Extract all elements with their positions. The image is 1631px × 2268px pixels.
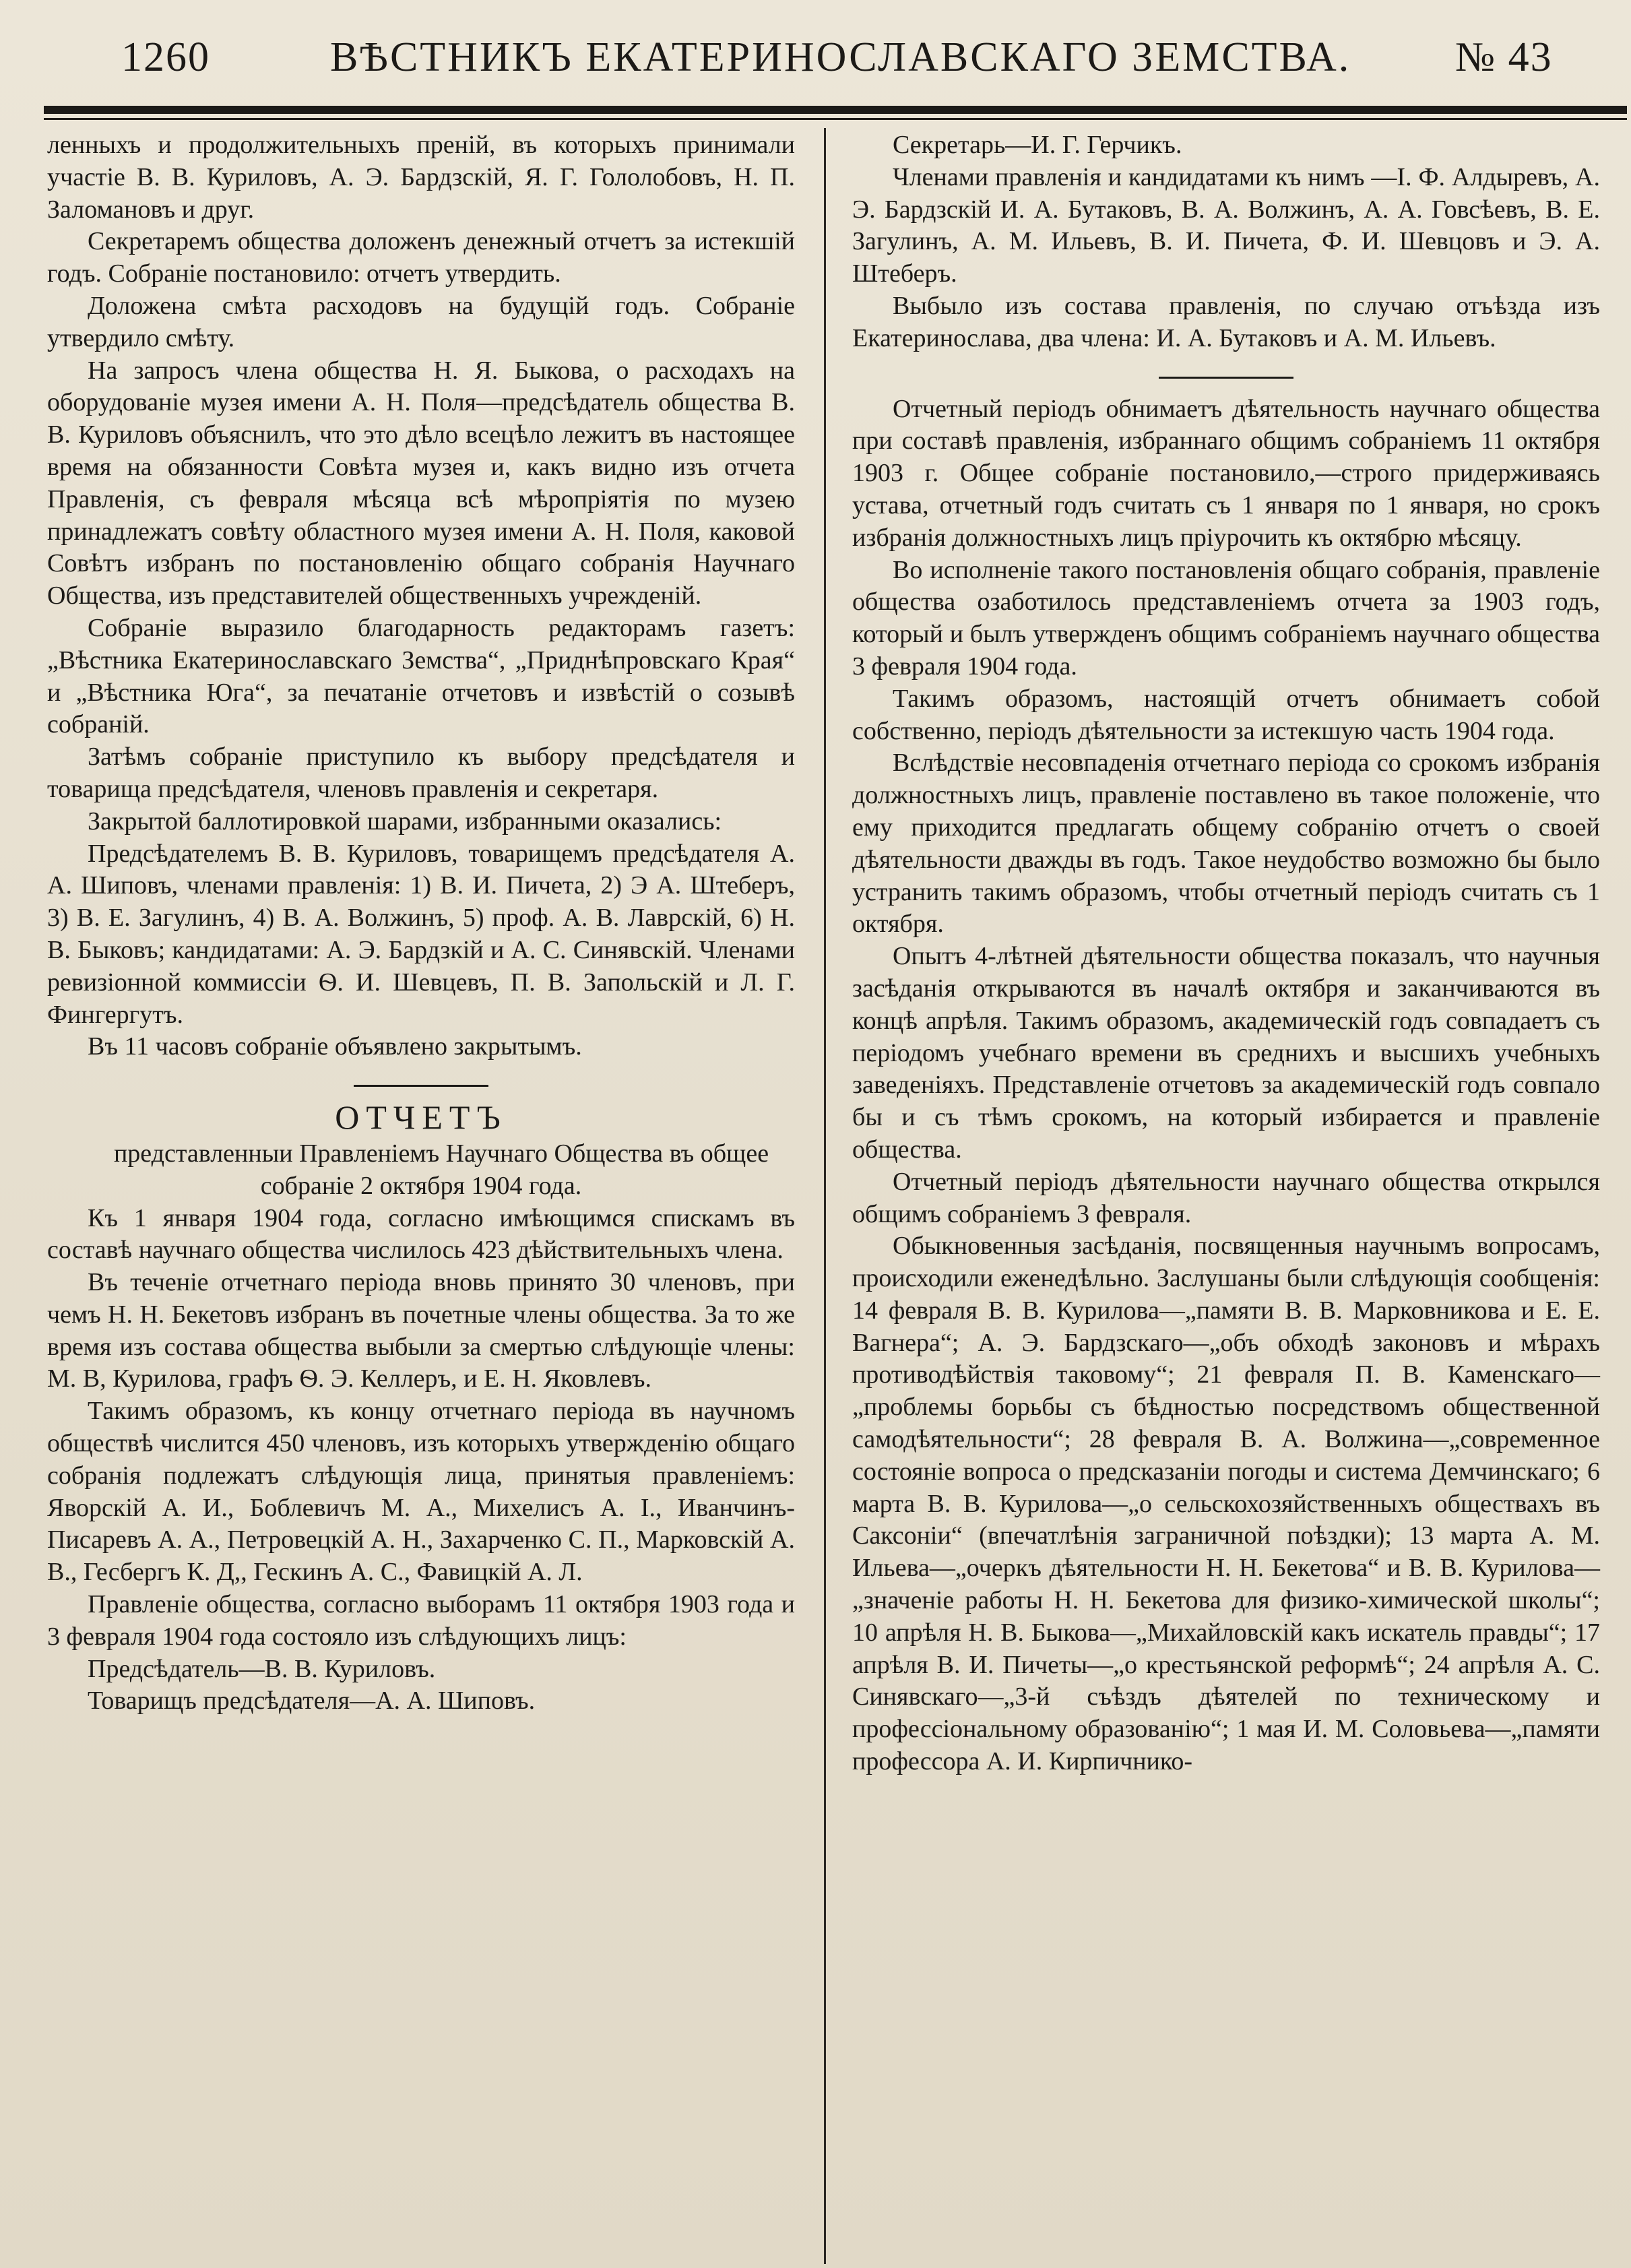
paragraph: Правленіе общества, согласно выборамъ 11 октября 1903 года и 3 февраля 1904 года состояло изъ слѣдующихъ лицъ: <box>47 1590 795 1651</box>
paragraph: Во исполненіе такого постановленія общаго собранія, правленіе общества озаботилось представленіемъ отчета за 1903 годъ, который и былъ утвержденъ общимъ собраніемъ научнаго общества 3 февраля 1904 года. <box>852 555 1600 681</box>
paragraph: Предсѣдателемъ В. В. Куриловъ, товарищемъ предсѣдателя А. А. Шиповъ, членами правленія: 1) В. И. Пичета, 2) Э А. Штеберъ, 3) В. Е. Загулинъ, 4) В. А. Волжинъ, 5) проф. А. В. Лаврскій, 6) Н. В. Быковъ; кандидатами: А. Э. Бардзкій и А. С. Синявскій. Членами ревизіонной коммиссіи Ѳ. И. Шевцевъ, П. В. Запольскій и Л. Г. Фингергутъ. <box>47 839 795 1029</box>
paragraph: Секретаремъ общества доложенъ денежный отчетъ за истекшій годъ. Собраніе постановило: отчетъ утвердить. <box>47 227 795 288</box>
paragraph: Обыкновенныя засѣданія, посвященныя научнымъ вопросамъ, происходили еженедѣльно. Заслушаны были слѣдующія сообщенія: 14 февраля В. В. Курилова—„памяти В. В. Марковникова и Е. Е. Вагнера“; А. Э. Бардзскаго—„объ обходѣ законовъ и мѣрахъ противодѣйствія таковому“; 21 февраля П. В. Каменскаго—„проблемы борьбы съ бѣдностью посредствомъ общественной самодѣятельности“; 28 февраля В. А. Волжина—„современное состояніе вопроса о предсказаніи погоды и система Демчинскаго; 6 марта В. В. Курилова—„о сельскохозяйственныхъ обществахъ въ Саксоніи“ (впечатлѣнія заграничной поѣздки); 13 марта А. М. Ильева—„очеркъ дѣятельности Н. Н. Бекетова“ и В. В. Курилова—„значеніе работы Н. Н. Бекетова для физико-химической школы“; 10 апрѣля Н. В. Быкова—„Михайловскій какъ искатель правды“; 17 апрѣля В. И. Пичеты—„о крестьянской реформѣ“; 24 апрѣля А. С. Синявскаго—„3-й съѣздъ дѣятелей по техническому и профессіональному образованію“; 1 мая И. М. Соловьева—„памяти профессора А. И. Кирпичнико- <box>852 1232 1600 1776</box>
section-separator <box>1159 377 1293 379</box>
paragraph: Собраніе выразило благодарность редакторамъ газетъ: „Вѣстника Екатеринославскаго Земства“, „Приднѣпровскаго Края“ и „Вѣстника Юга“, за печатаніе отчетовъ и извѣстій о созывѣ собраній. <box>47 613 795 739</box>
page-number: 1260 <box>121 34 210 80</box>
paragraph: Членами правленія и кандидатами къ нимъ —І. Ф. Алдыревъ, А. Э. Бардзскій И. А. Бутаковъ, В. А. Волжинъ, А. А. Говсѣевъ, В. Е. Загулинъ, А. М. Ильевъ, В. И. Пичета, Ф. И. Шевцовъ и Э. А. Штеберъ. <box>852 162 1600 288</box>
column-divider <box>824 128 826 2264</box>
header-rule-thin <box>44 118 1627 120</box>
paragraph: Выбыло изъ состава правленія, по случаю отъѣзда изъ Екатеринослава, два члена: И. А. Бутаковъ и А. М. Ильевъ. <box>852 291 1600 352</box>
paragraph: Предсѣдатель—В. В. Куриловъ. <box>88 1654 436 1683</box>
paragraph: Къ 1 января 1904 года, согласно имѣющимся спискамъ въ составѣ научнаго общества числилось 423 дѣйствительныхъ члена. <box>47 1203 795 1265</box>
paragraph: Въ теченіе отчетнаго періода вновь принято 30 членовъ, при чемъ Н. Н. Бекетовъ избранъ въ почетные члены общества. За то же время изъ состава общества выбыли за смертью слѣдующіе члены: М. В, Курилова, графъ Ѳ. Э. Келлеръ, и Е. Н. Яковлевъ. <box>47 1268 795 1393</box>
report-title: ОТЧЕТЪ <box>335 1098 507 1137</box>
right-column <box>852 129 1600 1778</box>
page-header <box>40 27 1583 94</box>
header-rule-thick <box>44 106 1627 114</box>
left-column <box>47 129 795 1718</box>
paragraph: Вслѣдствіе несовпаденія отчетнаго періода со срокомъ избранія должностныхъ лицъ, правленіе поставлено въ такое положеніе, что ему приходится предлагать общему собранію отчетъ о своей дѣятельности дважды въ годъ. Такое неудобство возможно бы было устранить такимъ образомъ, чтобы отчетный періодъ считать съ 1 октября. <box>852 749 1600 939</box>
paragraph: Доложена смѣта расходовъ на будущій годъ. Собраніе утвердило смѣту. <box>47 291 795 352</box>
paragraph: Въ 11 часовъ собраніе объявлено закрытымъ. <box>88 1032 582 1061</box>
paragraph: Товарищъ предсѣдателя—А. А. Шиповъ. <box>88 1687 536 1715</box>
paragraph: Секретарь—И. Г. Герчикъ. <box>893 131 1182 159</box>
paragraph: ленныхъ и продолжительныхъ преній, въ которыхъ принимали участіе В. В. Куриловъ, А. Э. Бардзскій, Я. Г. Гололобовъ, Н. П. Заломановъ и друг. <box>47 131 795 224</box>
issue-number: № 43 <box>1455 34 1553 80</box>
paragraph: Отчетный періодъ дѣятельности научнаго общества открылся общимъ собраніемъ 3 февраля. <box>852 1167 1600 1228</box>
paragraph: Опытъ 4-лѣтней дѣятельности общества показалъ, что научныя засѣданія открываются въ началѣ октября и заканчиваются въ концѣ апрѣля. Такимъ образомъ, академическій годъ совпадаетъ съ періодомъ учебнаго времени въ среднихъ и высшихъ учебныхъ заведеніяхъ. Представленіе отчетовъ за академическій годъ совпало бы и съ тѣмъ срокомъ, на который избирается и правленіе общества. <box>852 942 1600 1164</box>
report-subtitle: представленныи Правленіемъ Научнаго Общества въ общее собраніе 2 октября 1904 года. <box>113 1139 769 1200</box>
paragraph: Закрытой баллотировкой шарами, избранными оказались: <box>88 807 722 836</box>
paragraph: Затѣмъ собраніе приступило къ выбору предсѣдателя и товарища предсѣдателя, членовъ правленія и секретаря. <box>47 743 795 803</box>
section-separator <box>354 1085 488 1087</box>
paragraph: Такимъ образомъ, къ концу отчетнаго періода въ научномъ обществѣ числится 450 членовъ, изъ которыхъ утвержденію общаго собранія подлежатъ слѣдующія лица, принятыя правленіемъ: Яворскій А. И., Боблевичъ М. А., Михелисъ А. І., Иванчинъ-Писаревъ А. А., Петровецкій А. Н., Захарченко С. П., Марковскій А. В., Гесбергъ К. Д,, Гескинъ А. С., Фавицкій А. Л. <box>47 1397 795 1587</box>
masthead-title: ВѢСТНИКЪ ЕКАТЕРИНОСЛАВСКАГО ЗЕМСТВА. <box>330 34 1351 80</box>
paragraph: На запросъ члена общества Н. Я. Быкова, о расходахъ на оборудованіе музея имени А. Н. Поля—предсѣдатель общества В. В. Куриловъ объяснилъ, что это дѣло всецѣло лежитъ въ настоящее время на обязанности Совѣта музея и, какъ видно изъ отчета Правленія, съ февраля мѣсяца всѣ мѣропріятія по музею принадлежатъ совѣту областного музея имени А. Н. Поля, каковой Совѣтъ избранъ по постановленію общаго собранія Научнаго Общества, изъ представителей общественныхъ учрежденій. <box>47 356 795 610</box>
paragraph: Отчетный періодъ обнимаетъ дѣятельность научнаго общества при составѣ правленія, избраннаго общимъ собраніемъ 11 октября 1903 г. Общее собраніе постановило,—строго придерживаясь устава, отчетный годъ считать съ 1 января по 1 января, но срокъ избранія должностныхъ лицъ пріурочить къ октябрю мѣсяцу. <box>852 394 1600 552</box>
paragraph: Такимъ образомъ, настоящій отчетъ обнимаетъ собой собственно, періодъ дѣятельности за истекшую часть 1904 года. <box>852 684 1600 745</box>
